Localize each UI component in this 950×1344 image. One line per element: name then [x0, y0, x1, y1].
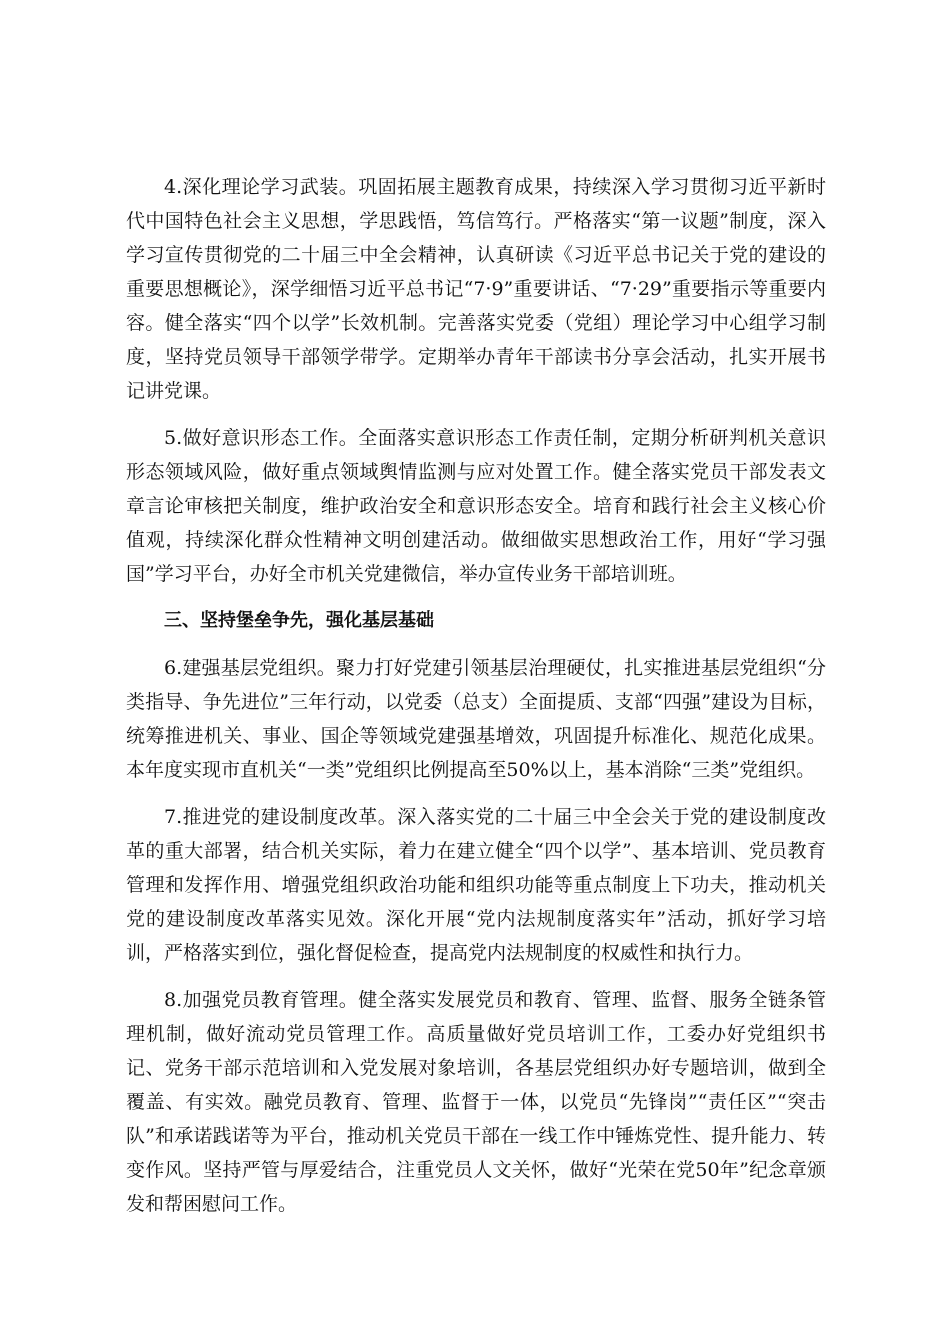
paragraph-grassroots-organization: 6.建强基层党组织。聚力打好党建引领基层治理硬仗，扎实推进基层党组织“分类指导、争先进位”三年行动，以党委（总支）全面提质、支部“四强”建设为目标，统筹推进机关、事业、国企等领域党建强基增效，巩固提升标准化、规范化成果。本年度实现市直机关“一类”党组织比例提高至50%以上，基本消除“三类”党组织。	[126, 657, 826, 781]
document-body	[126, 170, 826, 1234]
paragraph-theory-study: 4.深化理论学习武装。巩固拓展主题教育成果，持续深入学习贯彻习近平新时代中国特色社会主义思想，学思践悟，笃信笃行。严格落实“第一议题”制度，深入学习宣传贯彻党的二十届三中全会精神，认真研读《习近平总书记关于党的建设的重要思想概论》，深学细悟习近平总书记“7·9”重要讲话、“7·29”重要指示等重要内容。健全落实“四个以学”长效机制。完善落实党委（党组）理论学习中心组学习制度，坚持党员领导干部领学带学。定期举办青年干部读书分享会活动，扎实开展书记讲党课。	[126, 176, 826, 402]
paragraph-ideology-work: 5.做好意识形态工作。全面落实意识形态工作责任制，定期分析研判机关意识形态领域风险，做好重点领域舆情监测与应对处置工作。健全落实党员干部发表文章言论审核把关制度，维护政治安全和意识形态安全。培育和践行社会主义核心价值观，持续深化群众性精神文明创建活动。做细做实思想政治工作，用好“学习强国”学习平台，办好全市机关党建微信，举办宣传业务干部培训班。	[126, 427, 826, 585]
paragraph-system-reform: 7.推进党的建设制度改革。深入落实党的二十届三中全会关于党的建设制度改革的重大部署，结合机关实际，着力在建立健全“四个以学”、基本培训、党员教育管理和发挥作用、增强党组织政治功能和组织功能等重点制度上下功夫，推动机关党的建设制度改革落实见效。深化开展“党内法规制度落实年”活动，抓好学习培训，严格落实到位，强化督促检查，提高党内法规制度的权威性和执行力。	[126, 806, 826, 964]
section-heading-grassroots: 三、坚持堡垒争先，强化基层基础	[164, 610, 434, 631]
paragraph-member-management: 8.加强党员教育管理。健全落实发展党员和教育、管理、监督、服务全链条管理机制，做好流动党员管理工作。高质量做好党员培训工作，工委办好党组织书记、党务干部示范培训和入党发展对象培训，各基层党组织办好专题培训，做到全覆盖、有实效。融党员教育、管理、监督于一体，以党员“先锋岗”“责任区”“突击队”和承诺践诺等为平台，推动机关党员干部在一线工作中锤炼党性、提升能力、转变作风。坚持严管与厚爱结合，注重党员人文关怀，做好“光荣在党50年”纪念章颁发和帮困慰问工作。	[126, 989, 826, 1215]
